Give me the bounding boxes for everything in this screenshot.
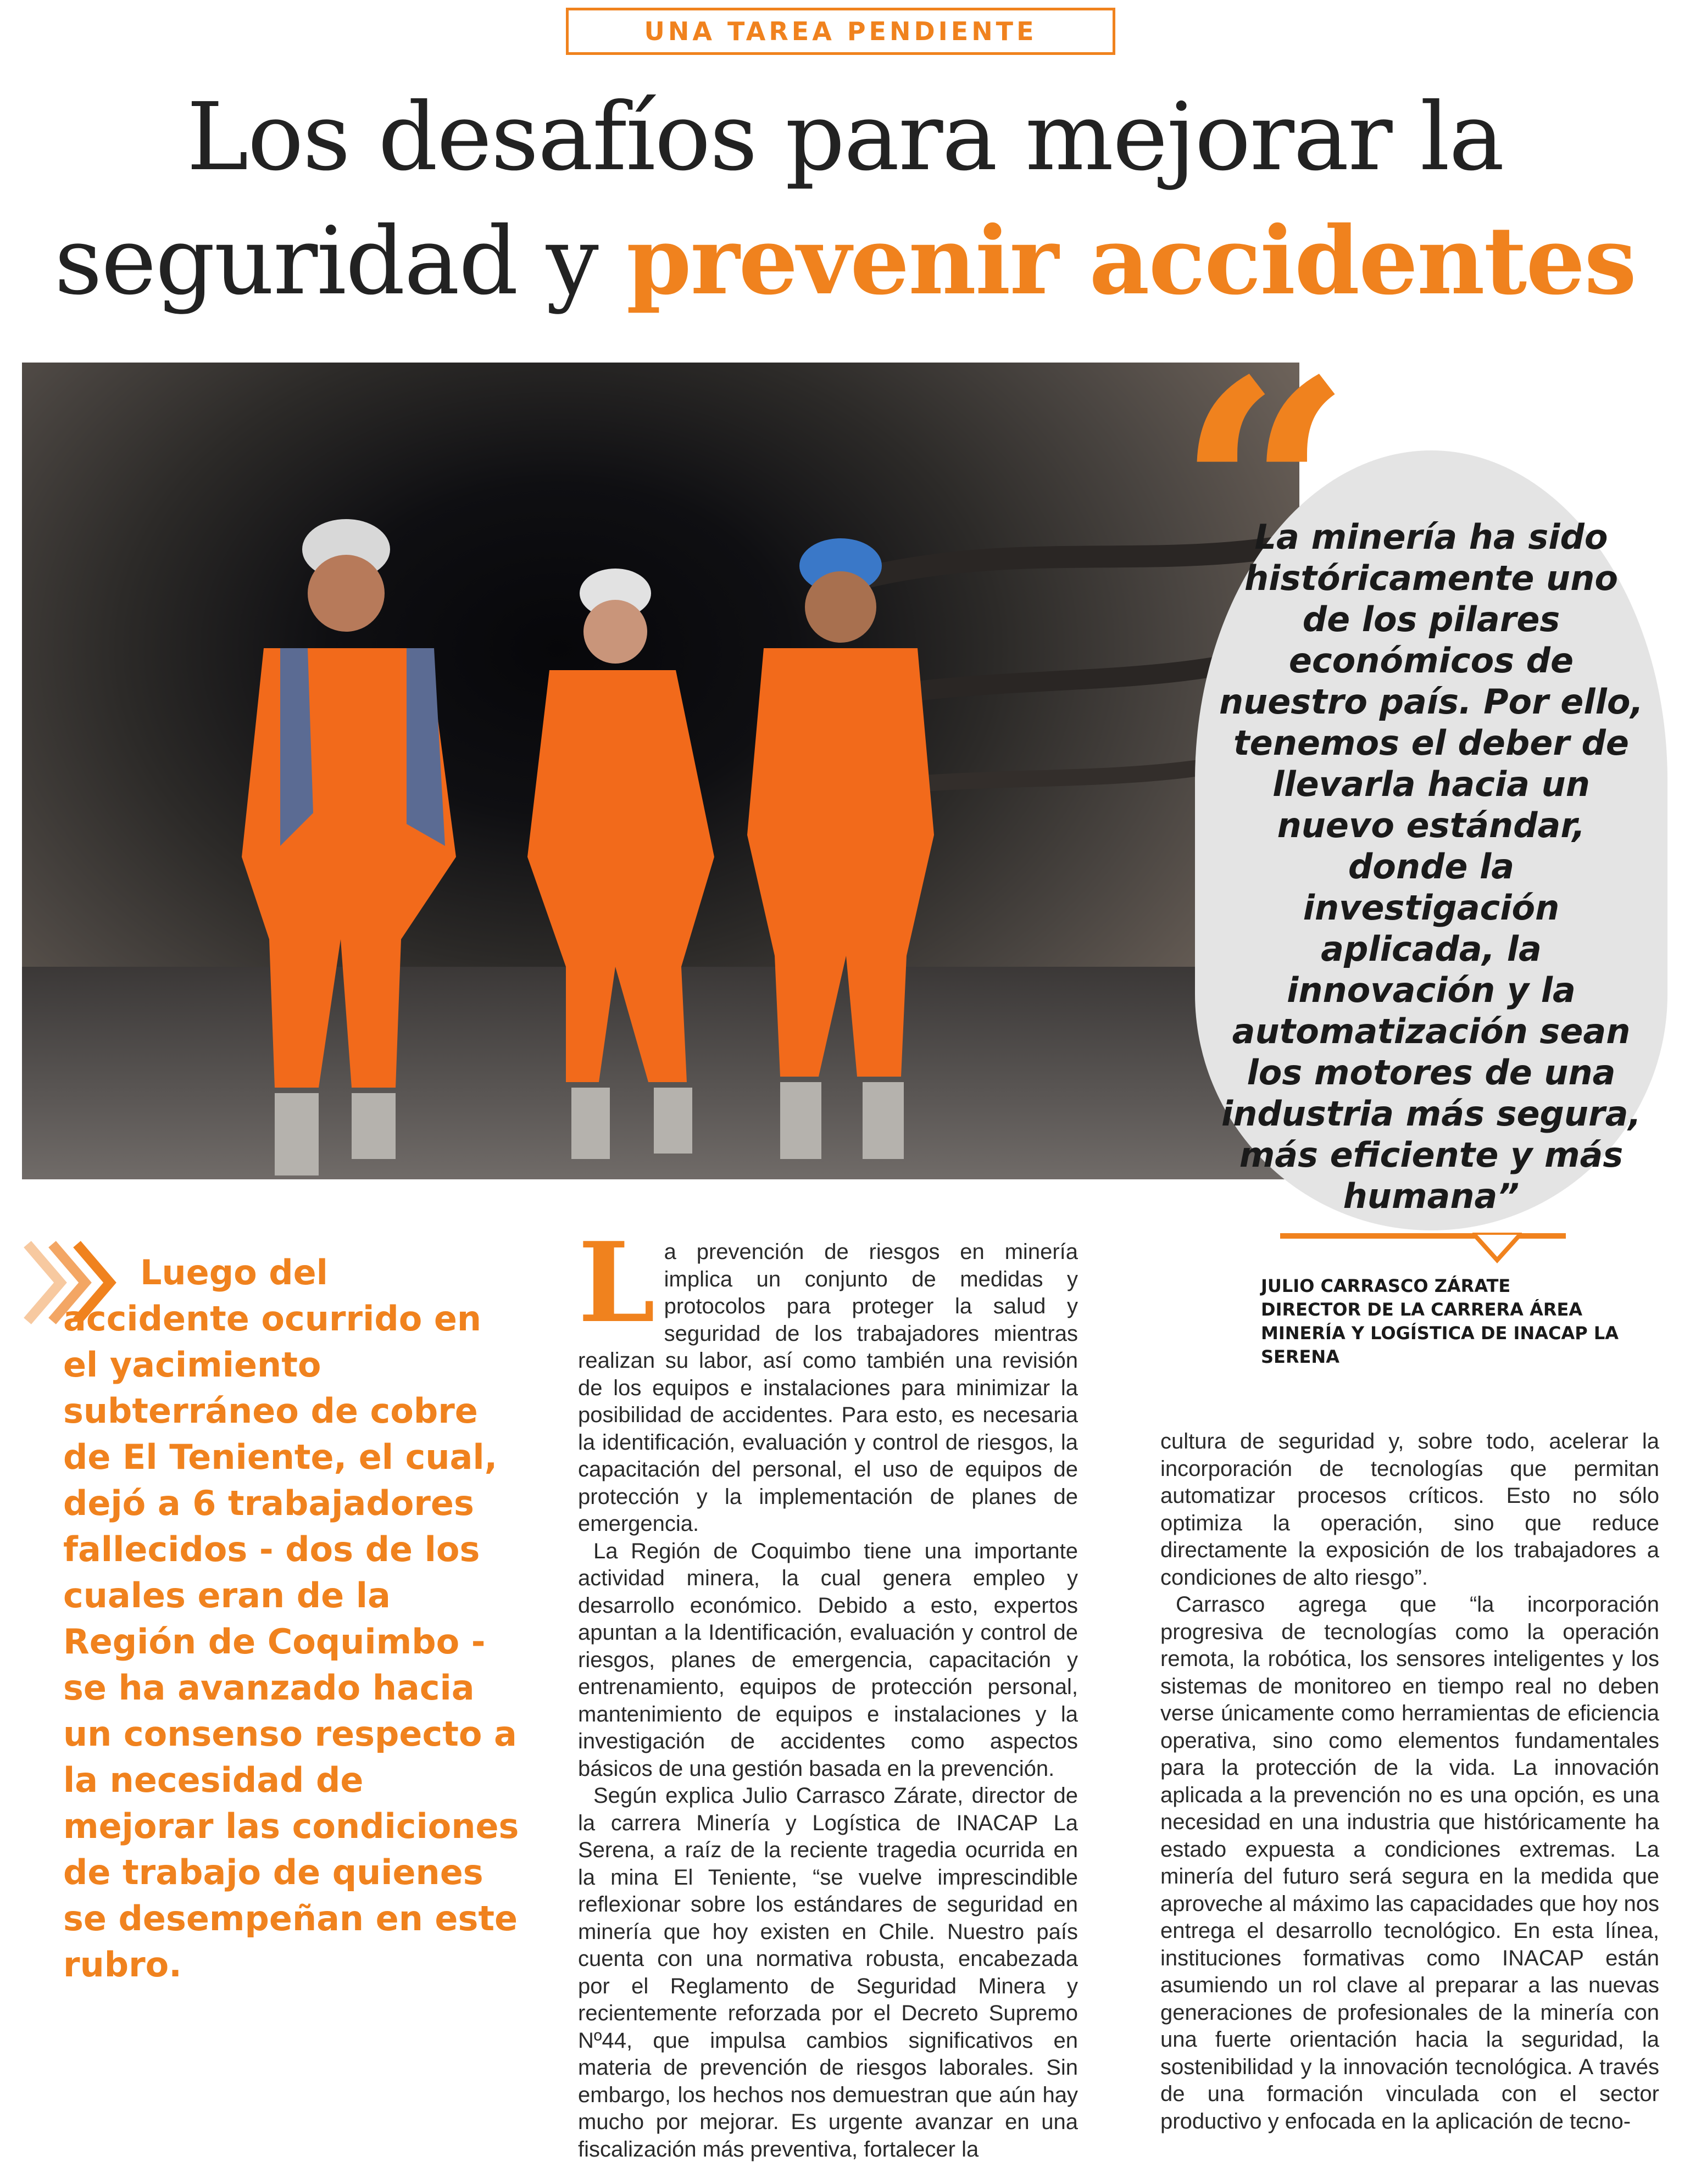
quote-mark-icon: “ xyxy=(1176,314,1353,675)
body-column-1 xyxy=(578,1239,1078,2167)
body-paragraph-1-text: a prevención de riesgos en minería implica un conjunto de medidas y protocolos para proteger la salud y seguridad de los trabajadores mientras realizan su labor, así como también una revisión de los equipos e instalaciones para minimizar la posibilidad de accidentes. Para esto, es necesaria la identificación, evaluación y control de riesgos, la capacitación del personal, el uso de equipos de protección y la implementación de planes de emergencia. xyxy=(578,1240,1078,1536)
section-label: UNA TAREA PENDIENTE xyxy=(566,8,1115,55)
body-column-2 xyxy=(1160,1428,1659,2167)
body-paragraph-1 xyxy=(578,1239,1078,1538)
miner-3 xyxy=(747,538,934,1159)
miners-illustration xyxy=(22,363,1299,1179)
body-paragraph-2: La Región de Coquimbo tiene una importante actividad minera, la cual genera empleo y desarrollo económico. Debido a esto, expertos apuntan a la Identificación, evaluación y control de riesgos, planes de emergencia, capacitación y entrenamiento, equipos de protección personal, mantenimiento de equipos e instalaciones y la investigación de accidentes como aspectos básicos de una gestión basada en la prevención. xyxy=(578,1539,1078,1781)
miner-2 xyxy=(527,569,714,1159)
attribution-role: DIRECTOR DE LA CARRERA ÁREA MINERÍA Y LOGÍSTICA DE INACAP LA SERENA xyxy=(1261,1299,1619,1367)
body-paragraph-5: Carrasco agrega que “la incorporación progresiva de tecnologías como la operación remota, la robótica, los sensores inteligentes y los sistemas de monitoreo en tiempo real no deben verse únicamente como herramientas de eficiencia operativa, sino como elementos fundamentales para la protección de la vida. La innovación aplicada a la prevención no es una opción, es una necesidad en una industria que históricamente ha estado expuesta a condiciones extremas. La minería del futuro será segura en la medida que aproveche al máximo las capacidades que hoy nos entrega el desarrollo tecnológico. En esta línea, instituciones formativas como INACAP están asumiendo un rol clave al preparar a las nuevas generaciones de profesionales de la minería con una fuerte orientación hacia la seguridad, la sostenibilidad y la innovación tecnológica. A través de una formación vinculada con el sector productivo y enfocada en la aplicación de tecno- xyxy=(1160,1592,1659,2133)
drop-cap: L xyxy=(578,1239,655,1347)
body-paragraph-4: cultura de seguridad y, sobre todo, acelerar la incorporación de tecnologías que permitan automatizar procesos críticos. Esto no sólo optimiza la operación, sino que reduce directamente la exposición de los trabajadores a condiciones de alto riesgo”. xyxy=(1160,1429,1659,1590)
pull-quote-text: La minería ha sido históricamente uno de los pilares económicos de nuestro país. Por ello, tenemos el deber de llevarla hacia un nuevo estándar, donde la investigación aplicada, la innovación y la automatización sean los motores de una industria más segura, más eficiente y más humana” xyxy=(1219,517,1644,1216)
body-paragraph-3: Según explica Julio Carrasco Zárate, director de la carrera Minería y Logística de INACAP La Serena, a raíz de la reciente tragedia ocurrida en la mina El Teniente, “se vuelve imprescindible reflexionar sobre los estándares de seguridad en minería que hoy existen en Chile. Nuestro país cuenta con una normativa robusta, encabezada por el Reglamento de Seguridad Minera y recientemente reforzada por el Decreto Supremo Nº44, que impulsa cambios significativos en materia de prevención de riesgos laborales. Sin embargo, los hechos nos demuestran que aún hay mucho por mejorar. Es urgente avanzar en una fiscalización más preventiva, fortalecer la xyxy=(578,1784,1078,2161)
attribution-name: JULIO CARRASCO ZÁRATE xyxy=(1261,1275,1511,1296)
quote-tail-icon xyxy=(1472,1233,1522,1266)
quote-attribution xyxy=(1261,1274,1656,1369)
headline-line-1: Los desafíos para mejorar la xyxy=(186,83,1504,192)
headline-line-2 xyxy=(0,206,1690,316)
lead-paragraph: Luego del accidente ocurrido en el yacimiento subterráneo de cobre de El Teniente, el cual, dejó a 6 trabajadores fallecidos - dos de los cuales eran de la Región de Coquimbo - se ha avanzado hacia un consenso respecto a la necesidad de mejorar las condiciones de trabajo de quienes se desempeñan en este rubro. xyxy=(63,1252,519,1985)
miner-1 xyxy=(242,519,456,1175)
headline-accent: prevenir accidentes xyxy=(626,206,1636,316)
miners-photo xyxy=(22,363,1299,1179)
headline-plain: seguridad y xyxy=(54,207,626,316)
quote-divider xyxy=(1280,1233,1566,1239)
